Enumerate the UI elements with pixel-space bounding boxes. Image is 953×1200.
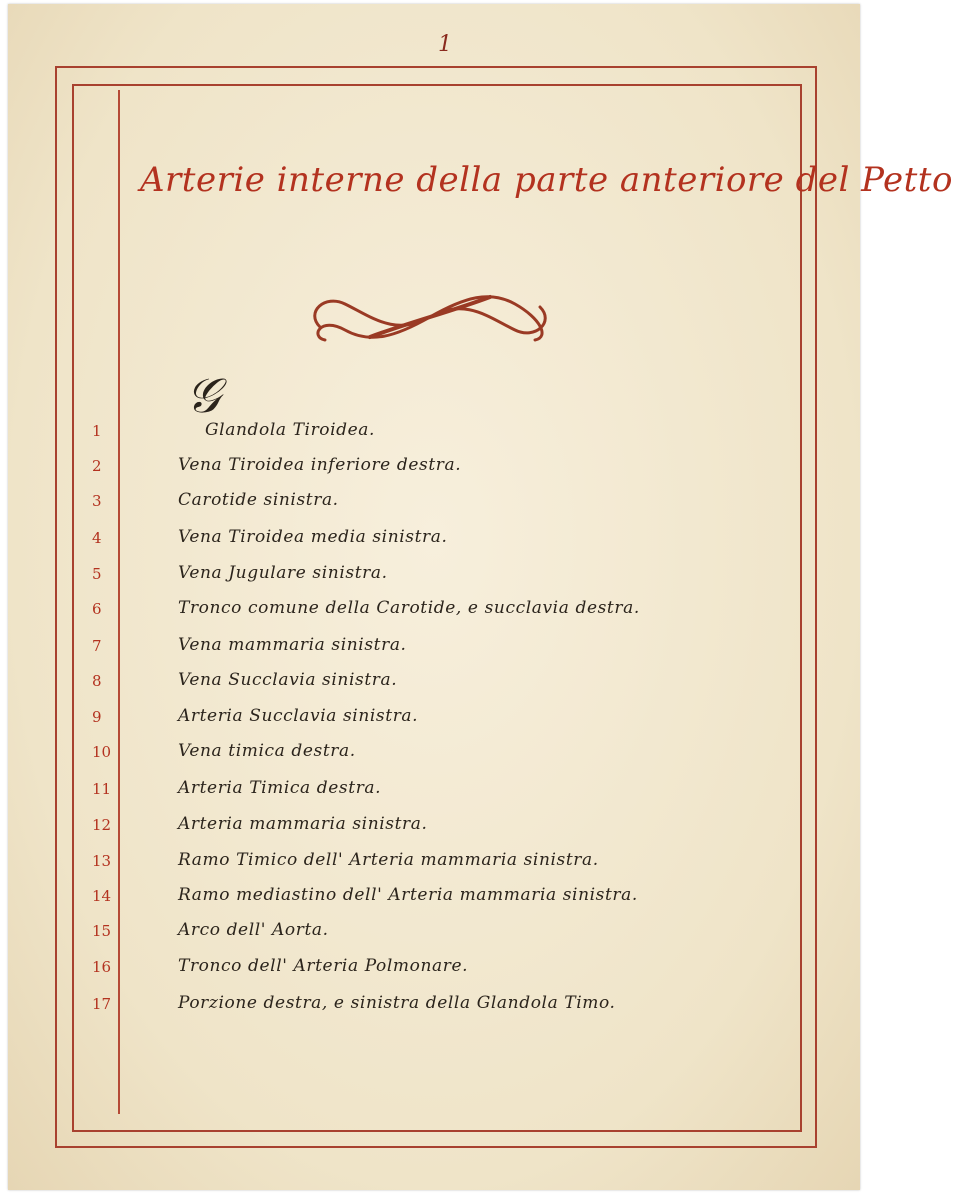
list-item bbox=[0, 455, 760, 491]
item-label: Vena Succlavia sinistra. bbox=[178, 670, 398, 690]
list-item bbox=[0, 527, 760, 563]
calligraphic-flourish-ornament bbox=[300, 282, 560, 352]
item-label: Glandola Tiroidea. bbox=[205, 420, 376, 440]
item-label: Tronco comune della Carotide, e succlavia destra. bbox=[178, 598, 640, 618]
list-item bbox=[0, 814, 760, 850]
item-number: 6 bbox=[92, 600, 102, 618]
item-number: 9 bbox=[92, 708, 102, 726]
list-item bbox=[0, 956, 760, 992]
item-label: Arco dell' Aorta. bbox=[178, 920, 329, 940]
list-item bbox=[0, 993, 760, 1029]
item-label: Arteria Timica destra. bbox=[178, 778, 382, 798]
item-number: 2 bbox=[92, 457, 102, 475]
item-label: Vena Tiroidea media sinistra. bbox=[178, 527, 448, 547]
list-item bbox=[0, 850, 760, 886]
page-title: Arterie interne della parte anteriore del Petto bbox=[140, 160, 953, 200]
item-label: Tronco dell' Arteria Polmonare. bbox=[178, 956, 469, 976]
item-label: Vena Jugulare sinistra. bbox=[178, 563, 388, 583]
item-number: 16 bbox=[92, 958, 112, 976]
list-item bbox=[0, 670, 760, 706]
item-number: 1 bbox=[92, 422, 102, 440]
item-label: Vena timica destra. bbox=[178, 741, 356, 761]
item-number: 14 bbox=[92, 887, 112, 905]
item-number: 3 bbox=[92, 492, 102, 510]
item-number: 4 bbox=[92, 529, 102, 547]
list-item bbox=[0, 490, 760, 526]
item-number: 8 bbox=[92, 672, 102, 690]
item-number: 12 bbox=[92, 816, 112, 834]
illuminated-initial-g: 𝒢 bbox=[186, 368, 221, 424]
list-item bbox=[0, 598, 760, 634]
item-label: Ramo mediastino dell' Arteria mammaria sinistra. bbox=[178, 885, 638, 905]
item-label: Carotide sinistra. bbox=[178, 490, 339, 510]
item-number: 11 bbox=[92, 780, 112, 798]
item-label: Ramo Timico dell' Arteria mammaria sinistra. bbox=[178, 850, 599, 870]
list-item bbox=[0, 420, 760, 456]
list-item bbox=[0, 778, 760, 814]
item-label: Arteria Succlavia sinistra. bbox=[178, 706, 419, 726]
item-number: 10 bbox=[92, 743, 112, 761]
list-item bbox=[0, 920, 760, 956]
item-number: 7 bbox=[92, 637, 102, 655]
list-item bbox=[0, 563, 760, 599]
item-number: 13 bbox=[92, 852, 112, 870]
list-item bbox=[0, 885, 760, 921]
list-item bbox=[0, 635, 760, 671]
item-label: Vena mammaria sinistra. bbox=[178, 635, 407, 655]
list-item bbox=[0, 706, 760, 742]
item-label: Porzione destra, e sinistra della Glandola Timo. bbox=[178, 993, 616, 1013]
item-label: Arteria mammaria sinistra. bbox=[178, 814, 428, 834]
item-number: 15 bbox=[92, 922, 112, 940]
item-number: 5 bbox=[92, 565, 102, 583]
list-item bbox=[0, 741, 760, 777]
page-number: 1 bbox=[438, 32, 452, 57]
item-number: 17 bbox=[92, 995, 112, 1013]
item-label: Vena Tiroidea inferiore destra. bbox=[178, 455, 462, 475]
